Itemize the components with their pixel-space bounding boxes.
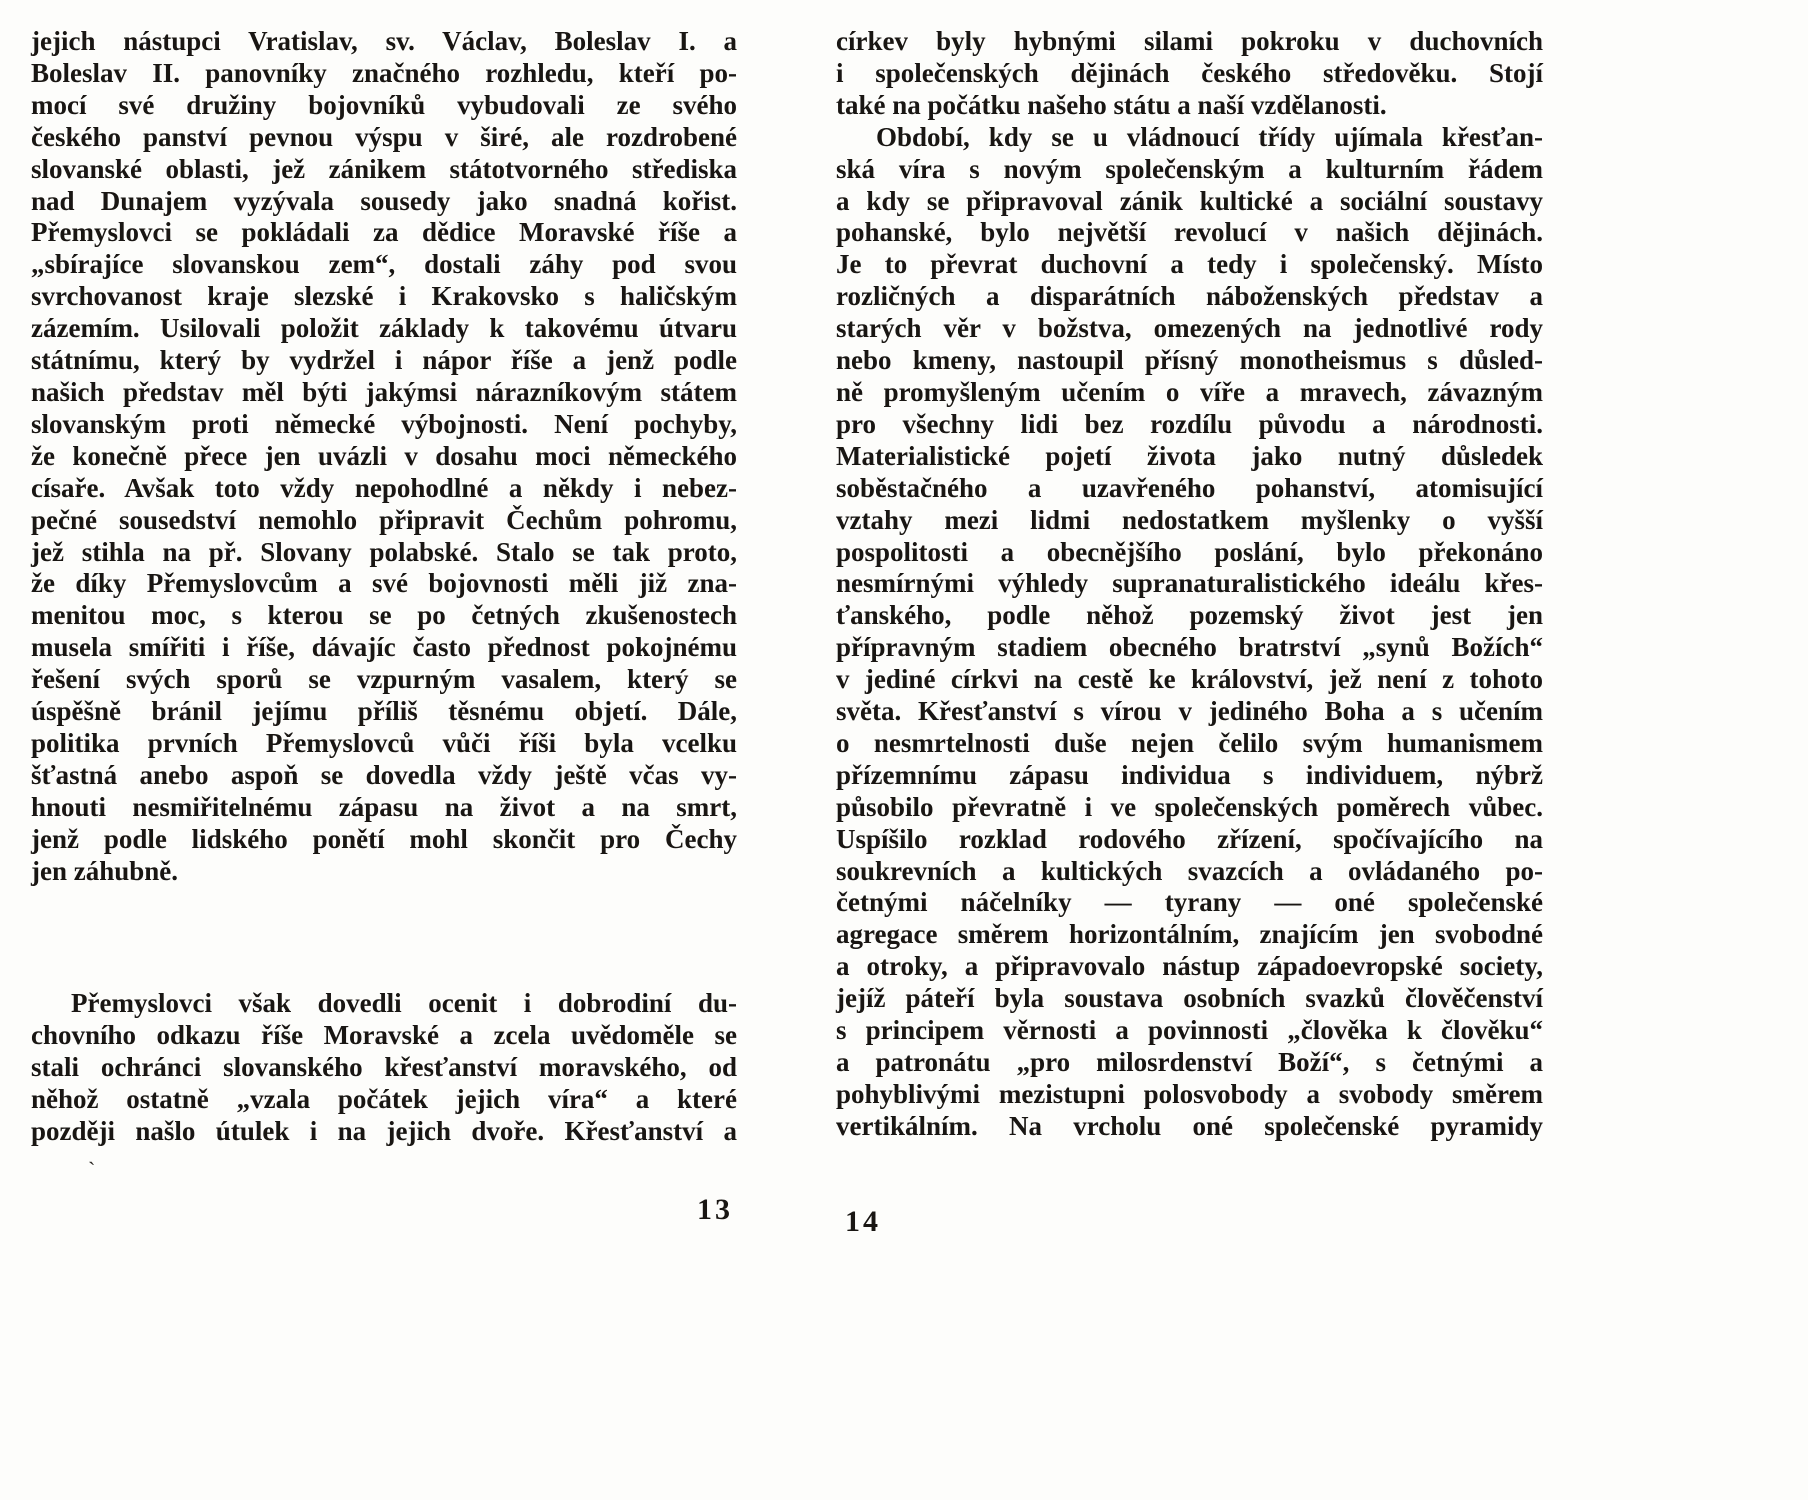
text-line: přízemnímu zápasu individua s individuem, nýbrž [836, 759, 1543, 790]
text-line: že konečně přece jen uvázli v dosahu moci německého [31, 440, 737, 471]
text-line: něhož ostatně „vzala počátek jejich víra“ a které [31, 1084, 737, 1115]
text-line: jejich nástupci Vratislav, sv. Václav, Boleslav I. a [31, 26, 737, 56]
text-line: šťastná anebo aspoň se dovedla vždy ještě včas vy- [31, 759, 737, 790]
text-line: soběstačného a uzavřeného pohanství, atomisující [836, 472, 1543, 503]
right-page-text-column [836, 26, 1543, 1143]
left-page-text-column [31, 26, 737, 1148]
text-line: řešení svých sporů se vzpurným vasalem, který se [31, 664, 737, 695]
text-line: jejíž páteří byla soustava osobních svazků člověčenství [836, 983, 1543, 1014]
text-line: v jediné církvi na cestě ke království, jež není z tohoto [836, 664, 1543, 695]
text-line: hnouti nesmiřitelnému zápasu na život a na smrt, [31, 791, 737, 822]
paragraph [836, 26, 1543, 122]
text-line: chovního odkazu říše Moravské a zcela uvědoměle se [31, 1020, 737, 1051]
text-line: s principem věrnosti a povinnosti „člověka k člověku“ [836, 1015, 1543, 1046]
text-line: pospolitosti a obecnějšího poslání, bylo překonáno [836, 536, 1543, 567]
text-line: četnými náčelníky — tyrany — oné společenské [836, 887, 1543, 918]
text-line: agregace směrem horizontálním, znajícím jen svobodné [836, 919, 1543, 950]
text-line: úspěšně bránil jejímu příliš těsnému objetí. Dále, [31, 696, 737, 727]
text-line: ně promyšleným učením o víře a mravech, závazným [836, 376, 1543, 407]
text-line: světa. Křesťanství s vírou v jediného Boha a s učením [836, 696, 1543, 727]
text-line: přípravným stadiem obecného bratrství „synů Božích“ [836, 632, 1543, 663]
text-line: vertikálním. Na vrcholu oné společenské pyramidy [836, 1110, 1543, 1141]
stray-ink-mark: ˎ [88, 1140, 96, 1165]
text-line: působilo převratně i ve společenských poměrech vůbec. [836, 791, 1543, 822]
paragraph [31, 26, 737, 887]
text-line: Uspíšilo rozklad rodového zřízení, spočívajícího na [836, 823, 1543, 854]
text-line: svrchovanost kraje slezské i Krakovsko s haličským [31, 281, 737, 312]
text-line: ťanského, podle něhož pozemský život jest jen [836, 600, 1543, 631]
text-line: „sbírajíce slovanskou zem“, dostali záhy pod svou [31, 249, 737, 280]
text-line: státnímu, který by vydržel i nápor říše a jenž podle [31, 345, 737, 376]
text-line: stali ochránci slovanského křesťanství moravského, od [31, 1052, 737, 1083]
text-line: slovanským proti německé výbojnosti. Není pochyby, [31, 408, 737, 439]
text-line: politika prvních Přemyslovců vůči říši byla vcelku [31, 727, 737, 758]
text-line: vztahy mezi lidmi nedostatkem myšlenky o vyšší [836, 504, 1543, 535]
text-line: Materialistické pojetí života jako nutný důsledek [836, 440, 1543, 471]
text-line: musela smířiti i říše, dávajíc často přednost pokojnému [31, 632, 737, 663]
text-line: soukrevních a kultických svazcích a ovládaného po- [836, 855, 1543, 886]
text-line: nesmírnými výhledy supranaturalistického ideálu křes- [836, 568, 1543, 599]
text-line: Období, kdy se u vládnoucí třídy ujímala křesťan- [876, 121, 1543, 152]
text-line: zázemím. Usilovali položit základy k takovému útvaru [31, 313, 737, 344]
page-number-left: 13 [697, 1193, 733, 1226]
text-line: také na počátku našeho státu a naší vzdělanosti. [836, 89, 1387, 120]
text-line: a otroky, a připravovalo nástup západoevropské society, [836, 951, 1543, 982]
text-line: českého panství pevnou výspu v širé, ale rozdrobené [31, 121, 737, 152]
text-line: císaře. Avšak toto vždy nepohodlné a někdy i nebez- [31, 472, 737, 503]
text-line: Boleslav II. panovníky značného rozhledu, kteří po- [31, 57, 737, 88]
text-line: i společenských dějinách českého středověku. Stojí [836, 57, 1543, 88]
text-line: ská víra s novým společenským a kulturním řádem [836, 153, 1543, 184]
text-line: pohyblivými mezistupni polosvobody a svobody směrem [836, 1078, 1543, 1109]
text-line: mocí své družiny bojovníků vybudovali ze svého [31, 89, 737, 120]
text-line: rozličných a disparátních náboženských představ a [836, 281, 1543, 312]
text-line: jež stihla na př. Slovany polabské. Stalo se tak proto, [31, 536, 737, 567]
text-line: Přemyslovci však dovedli ocenit i dobrodiní du- [71, 988, 737, 1019]
text-line: nad Dunajem vyzývala sousedy jako snadná kořist. [31, 185, 737, 216]
text-line: nebo kmeny, nastoupil přísný monotheismus s důsled- [836, 345, 1543, 376]
text-line: jenž podle lidského ponětí mohl skončit pro Čechy [31, 823, 737, 854]
text-line: a kdy se připravoval zánik kultické a sociální soustavy [836, 185, 1543, 216]
text-line: našich představ měl býti jakýmsi nárazníkovým státem [31, 376, 737, 407]
text-line: pečné sousedství nemohlo připravit Čechům pohromu, [31, 504, 737, 535]
text-line: a patronátu „pro milosrdenství Boží“, s četnými a [836, 1047, 1543, 1077]
text-line: pohanské, bylo největší revolucí v našich dějinách. [836, 217, 1543, 248]
paragraph [836, 122, 1543, 1143]
page-number-right: 14 [845, 1205, 881, 1238]
text-line: pro všechny lidi bez rozdílu původu a národnosti. [836, 408, 1543, 439]
text-line: menitou moc, s kterou se po četných zkušenostech [31, 600, 737, 631]
text-line: starých věr v božstva, omezených na jednotlivé rody [836, 313, 1543, 344]
text-line: že díky Přemyslovcům a své bojovnosti měli již zna- [31, 568, 737, 599]
text-line: Přemyslovci se pokládali za dědice Moravské říše a [31, 217, 737, 248]
text-line: slovanské oblasti, jež zánikem státotvorného střediska [31, 153, 737, 184]
text-line: Je to převrat duchovní a tedy i společenský. Místo [836, 249, 1543, 280]
text-line: církev byly hybnými silami pokroku v duchovních [836, 26, 1543, 56]
text-line: jen záhubně. [31, 855, 179, 886]
text-line: později našlo útulek i na jejich dvoře. Křesťanství a [31, 1116, 737, 1147]
text-line: o nesmrtelnosti duše nejen čelilo svým humanismem [836, 727, 1543, 758]
paragraph [31, 988, 737, 1148]
